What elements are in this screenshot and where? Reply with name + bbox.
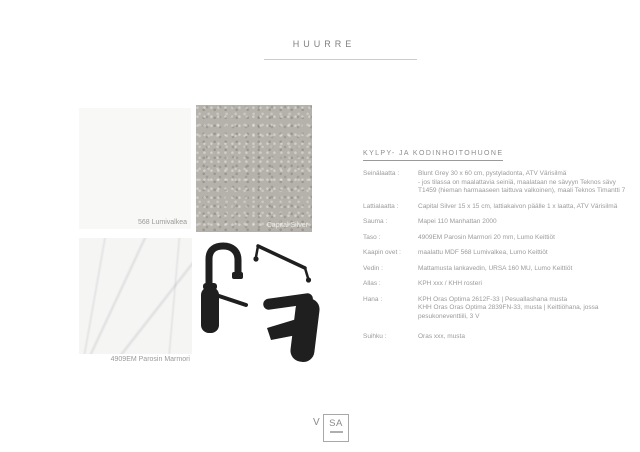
spec-value (418, 280, 635, 289)
spec-row-vedin (363, 265, 635, 274)
spec-label: Vedin : (363, 264, 383, 272)
spec-value (418, 333, 635, 342)
spec-value (418, 296, 635, 322)
spec-value (418, 203, 635, 212)
spec-row-seinalaatta (363, 170, 635, 196)
spec-value-line: pesukoneventtiili, 3 V (418, 312, 480, 320)
spec-value-line: Blunt Grey 30 x 60 cm, pystyladonta, ATV Värisilmä (418, 170, 567, 177)
spec-label: Taso : (363, 233, 381, 241)
spec-label: Lattialaatta : (363, 202, 399, 210)
spec-row-allas (363, 280, 635, 289)
spec-label: Suihku : (363, 333, 387, 340)
spec-label: Sauma : (363, 218, 388, 225)
spec-value-line: Mapei 110 Manhattan 2000 (418, 218, 497, 225)
spec-value-line: - jos tilassa on maalattavia seiniä, maalataan ne sävyyn Teknos sävy (418, 178, 616, 186)
spec-label: Allas : (363, 280, 381, 287)
page-title: HUURRE (292, 39, 356, 49)
swatch-lumivalkea (79, 108, 191, 229)
swatch-label: 568 Lumivalkea (137, 219, 187, 226)
spec-value (418, 265, 635, 274)
spec-row-taso (363, 234, 635, 243)
logo-letters-sa: SA (329, 418, 343, 429)
swatch-capital-silver (196, 105, 312, 232)
spec-value (418, 234, 635, 243)
spec-row-hana (363, 296, 635, 322)
spec-row-sauma (363, 218, 635, 227)
kitchen-faucet-icon (198, 241, 254, 336)
logo-letter-v: V (313, 417, 320, 428)
spec-value-line: KPH xxx / KHH rosteri (418, 280, 482, 287)
spec-value-line: KPH Oras Optima 2612F-33 | Pesuallashana musta (418, 295, 568, 303)
spec-value-line: maalattu MDF 568 Lumivalkea, Lumo Keittiöt (418, 249, 548, 256)
swatch-label: 4909EM Parosin Marmori (110, 356, 190, 363)
spec-value-line: Capital Silver 15 x 15 cm, lattiakaivon päälle 1 x laatta, ATV Värisilmä (418, 202, 618, 210)
spec-value-line: KHH Oras Oras Optima 2839FN-33, musta | Keittiöhana, jossa (418, 304, 599, 311)
title-underline (264, 59, 417, 60)
basin-faucet-icon (253, 290, 333, 365)
spec-heading: KYLPY- JA KODINHOITOHUONE (363, 150, 503, 161)
spec-label: Hana : (363, 295, 383, 303)
logo-subtext-bar (330, 431, 343, 433)
spec-row-suihku (363, 333, 635, 342)
spec-row-lattialaatta (363, 203, 635, 212)
spec-value-line: Oras xxx, musta (418, 333, 465, 340)
spec-label: Kaapin ovet : (363, 249, 401, 256)
spec-value-line: T1459 (hieman harmaaseen taittuva valkoinen), maali Teknos Timantti 7 (418, 187, 626, 194)
spec-label: Seinälaatta : (363, 170, 400, 177)
spec-value (418, 218, 635, 227)
spec-list (363, 142, 635, 349)
visa-logo (311, 412, 351, 442)
spec-value (418, 249, 635, 258)
bar-handle-icon (251, 242, 319, 284)
spec-value-line: 4909EM Parosin Marmori 20 mm, Lumo Keittiöt (418, 233, 555, 241)
spec-value-line: Mattamusta lankavedin, URSA 160 MU, Lumo Keittiöt (418, 264, 573, 272)
logo-box (323, 414, 349, 442)
swatch-label: Capital Silver (266, 222, 308, 229)
swatch-parosin-marmori (79, 238, 192, 363)
spec-value (418, 170, 635, 196)
spec-row-kaapin-ovet (363, 249, 635, 258)
